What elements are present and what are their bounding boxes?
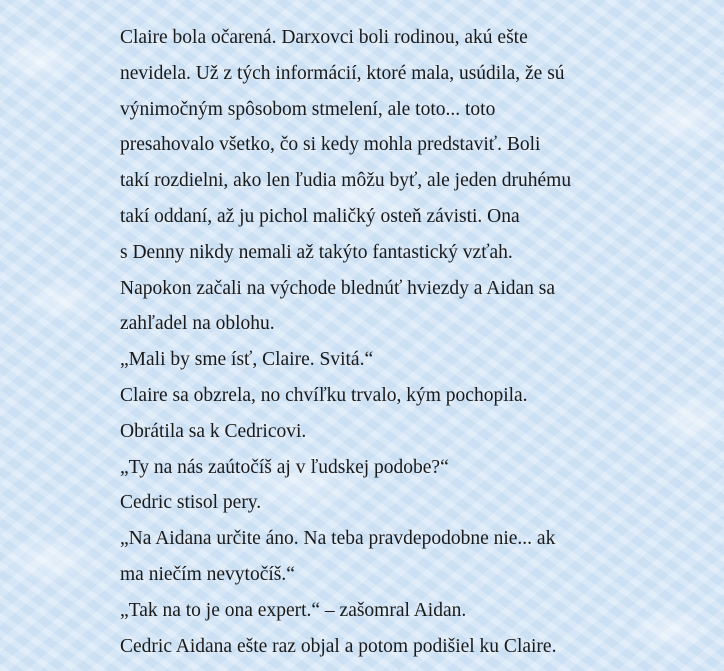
text-line: Napokon začali na východe blednúť hviezdy a Aidan sa xyxy=(120,277,556,299)
text-line: presahovalo všetko, čo si kedy mohla predstaviť. Boli xyxy=(120,134,541,156)
text-line: zahľadel na oblohu. xyxy=(120,313,275,335)
text-line: Cedric stisol pery. xyxy=(120,492,262,514)
text-line: nevidela. Už z tých informácií, ktoré mala, usúdila, že sú xyxy=(120,62,565,84)
dialogue-line: „Na Aidana určite áno. Na teba pravdepodobne nie... ak xyxy=(120,528,556,550)
dialogue-line: „Mali by sme ísť, Claire. Svitá.“ xyxy=(120,349,374,371)
text-line: výnimočným spôsobom stmelení, ale toto... toto xyxy=(120,98,496,120)
dialogue-line: „Ty na nás zaútočíš aj v ľudskej podobe?“ xyxy=(120,456,449,478)
text-line: takí rozdielni, ako len ľudia môžu byť, ale jeden druhému xyxy=(120,170,572,192)
dialogue-line: „Tak na to je ona expert.“ – zašomral Aidan. xyxy=(120,599,467,621)
text-line: Claire bola očarená. Darxovci boli rodinou, akú ešte xyxy=(120,27,528,48)
text-line: Cedric Aidana ešte raz objal a potom podišiel ku Claire. xyxy=(120,635,557,657)
text-line: takí oddaní, až ju pichol maličký osteň závisti. Ona xyxy=(120,205,520,227)
text-line: Obrátila sa k Cedricovi. xyxy=(120,420,307,442)
text-line: s Denny nikdy nemali až takýto fantastický vzťah. xyxy=(120,241,513,263)
text-line: Claire sa obzrela, no chvíľku trvalo, kým pochopila. xyxy=(120,384,528,406)
dialogue-line: ma niečím nevytočíš.“ xyxy=(120,563,295,585)
document-text-block xyxy=(120,20,640,664)
